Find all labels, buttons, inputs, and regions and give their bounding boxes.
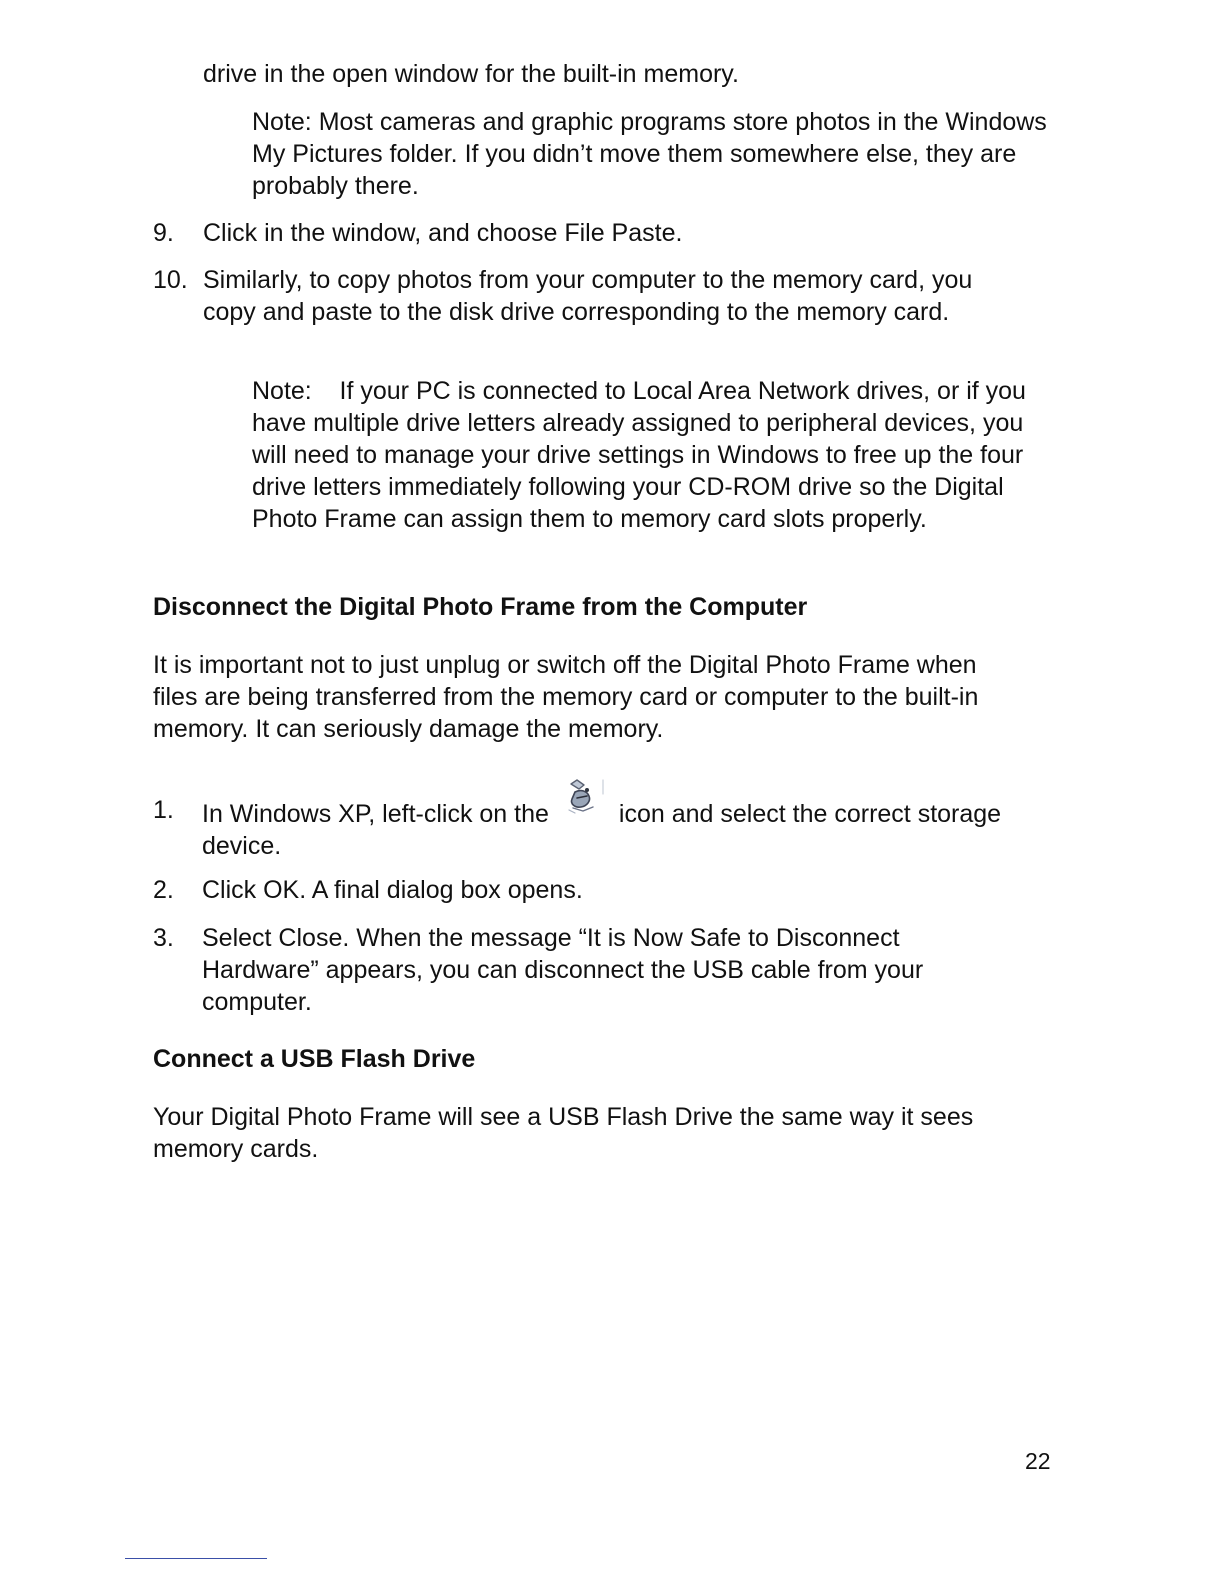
section-heading-usb: Connect a USB Flash Drive — [153, 1045, 476, 1073]
note-drive-letters: Note: If your PC is connected to Local Area Network drives, or if you have multiple drive letters already assigned to peripheral devices, you will need to manage your drive settings in Windows to free up the four drive letters immediately following your CD-ROM drive so the Digital Photo Frame can assign them to memory card slots properly. — [252, 377, 1033, 533]
note-my-pictures: Note: Most cameras and graphic programs store photos in the Windows My Pictures folder. If you didn’t move them somewhere else, they are probably there. — [252, 108, 1047, 200]
disconnect-intro: It is important not to just unplug or switch off the Digital Photo Frame when files are being transferred from the memory card or computer to the built-in memory. It can seriously damage the memory. — [153, 651, 979, 743]
continuation-text: drive in the open window for the built-in memory. — [203, 60, 739, 88]
usb-intro: Your Digital Photo Frame will see a USB Flash Drive the same way it sees memory cards. — [153, 1103, 974, 1163]
step-9-number: 9. — [153, 219, 174, 247]
footer-rule — [125, 1558, 267, 1559]
page-number: 22 — [1025, 1448, 1051, 1474]
step-9-text: Click in the window, and choose File Paste. — [203, 219, 683, 247]
disconnect-step-1-number: 1. — [153, 796, 174, 824]
disconnect-step-3-number: 3. — [153, 924, 174, 952]
safely-remove-hardware-icon — [549, 794, 619, 826]
disconnect-step-1-text — [202, 794, 1062, 862]
section-heading-disconnect: Disconnect the Digital Photo Frame from the Computer — [153, 593, 808, 621]
disconnect-step-2-number: 2. — [153, 876, 174, 904]
step-1-text-after-icon: icon and select the correct storage device. — [202, 800, 1002, 860]
step-1-text-before-icon: In Windows XP, left-click on the — [202, 800, 549, 828]
disconnect-step-3-text: Select Close. When the message “It is Now Safe to Disconnect Hardware” appears, you can disconnect the USB cable from your computer. — [202, 924, 924, 1016]
disconnect-step-2-text: Click OK. A final dialog box opens. — [202, 876, 583, 904]
step-10-text: Similarly, to copy photos from your computer to the memory card, you copy and paste to the disk drive corresponding to the memory card. — [203, 266, 973, 326]
step-10-number: 10. — [153, 266, 188, 294]
